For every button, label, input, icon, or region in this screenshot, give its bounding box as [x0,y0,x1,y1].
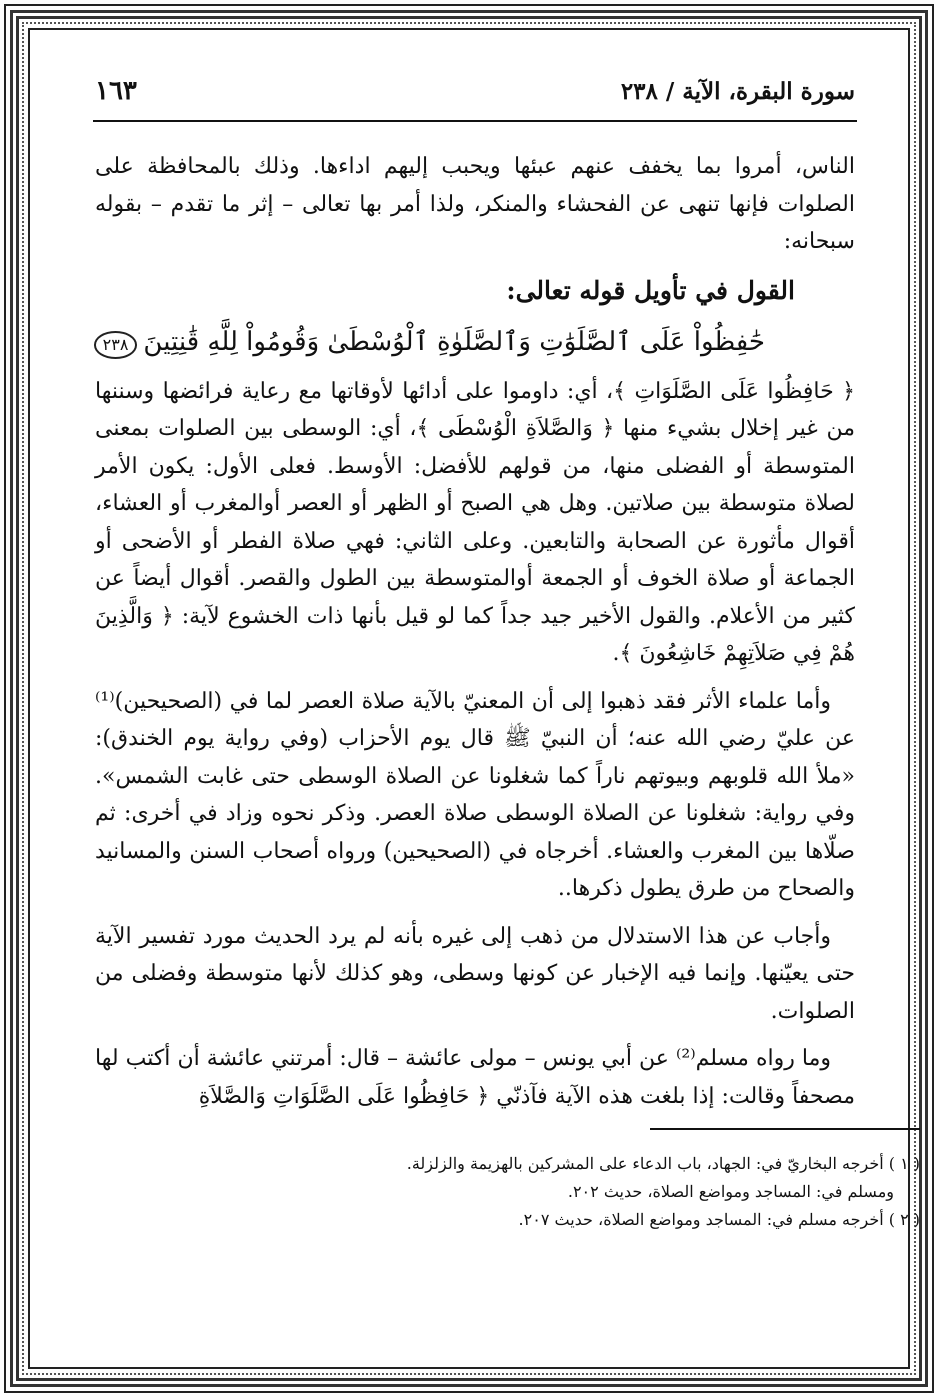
book-page [95,60,855,1115]
verse-text: حَٰفِظُواْ عَلَى ٱلصَّلَوَٰتِ وَٱلصَّلَوٰةِ ٱلْوُسْطَىٰ وَقُومُواْ لِلَّهِ قَٰنِتِينَ [143,326,765,357]
paragraph-intro: الناس، أمروا بما يخفف عنهم عبئها ويحبب إليهم اداءها. وذلك بالمحافظة على الصلوات فإنها تنهى عن الفحشاء والمنكر، ولذا أمر بها تعالى – إثر ما تقدم – بقوله سبحانه: [95,154,855,254]
quran-verse [95,319,765,365]
paragraph-commentary: ﴿ حَافِظُوا عَلَى الصَّلَوَاتِ ﴾، أي: داوموا على أدائها لأوقاتها مع رعاية فرائضها وسننها من غير إخلال بشيء منها ﴿ وَالصَّلاَةِ الْوُسْطَى ﴾، أي: الوسطى بين الصلوات بمعنى المتوسطة أو الفضلى منها، من قولهم للأفضل: الأوسط. فعلى الأول: يكون الأمر لصلاة متوسطة بين صلاتين. وهل هي الصبح أو الظهر أو العصر أوالمغرب أو العشاء، أقوال مأثورة عن الصحابة والتابعين. وعلى الثاني: فهي صلاة الفطر أو الأضحى أو الجماعة أو صلاة الخوف أو الجمعة أوالمتوسطة بين الطول والقصر. أقوال أيضاً عن كثير من الأعلام. والقول الأخير جيد جداً كما لو قيل بأنها ذات الخشوع لآية: ﴿ وَالَّذِينَ هُمْ فِي صَلاَتِهِمْ خَاشِعُونَ ﴾. [95,378,855,666]
running-title: سورة البقرة، الآية / ٢٣٨ [620,78,855,105]
footnote-separator [650,1128,920,1130]
verse-number-ornament: ٢٣٨ [94,331,138,359]
footnote-2: ( ٢ ) أخرجه مسلم في: المساجد ومواضع الصلاة، حديث ٢٠٧. [518,1210,920,1229]
page-number: ١٦٣ [95,76,137,106]
footnotes [200,1150,920,1234]
footnote-1: ( ١ ) أخرجه البخاريّ في: الجهاد، باب الدعاء على المشركين بالهزيمة والزلزلة. [406,1154,920,1173]
running-header [95,60,855,120]
paragraph-response: وأجاب عن هذا الاستدلال من ذهب إلى غيره بأنه لم يرد الحديث مورد تفسير الآية حتى يعيّنها. وإنما فيه الإخبار عن كونها وسطى، وهو كذلك لأنها متوسطة وفضلى من الصلوات. [95,923,855,1024]
header-rule [93,120,857,122]
paragraph-hadith: وأما علماء الأثر فقد ذهبوا إلى أن المعنيّ بالآية صلاة العصر لما في (الصحيحين)⁽¹⁾ عن عليّ رضي الله عنه؛ أن النبيّ ﷺ قال يوم الأحزاب (وفي رواية يوم الخندق): «ملأ الله قلوبهم وبيوتهم ناراً كما شغلونا عن الصلاة الوسطى حتى غابت الشمس». وفي رواية: شغلونا عن الصلاة الوسطى صلاة العصر. وذكر نحوه وزاد في أخرى: ثم صلّاها بين المغرب والعشاء. أخرجاه في (الصحيحين) ورواه أصحاب السنن والمسانيد والصحاح من طرق يطول ذكرها.. [95,688,855,901]
footnote-1-continuation: ومسلم في: المساجد ومواضع الصلاة، حديث ٢٠٢. [567,1182,894,1201]
section-heading: القول في تأويل قوله تعالى: [506,275,795,305]
paragraph-muslim-narration: وما رواه مسلم⁽²⁾ عن أبي يونس – مولى عائشة – قال: أمرتني عائشة أن أكتب لها مصحفاً وقالت: إذا بلغت هذه الآية فآذنّي ﴿ حَافِظُوا عَلَى الصَّلَوَاتِ وَالصَّلاَةِ [95,1046,855,1109]
